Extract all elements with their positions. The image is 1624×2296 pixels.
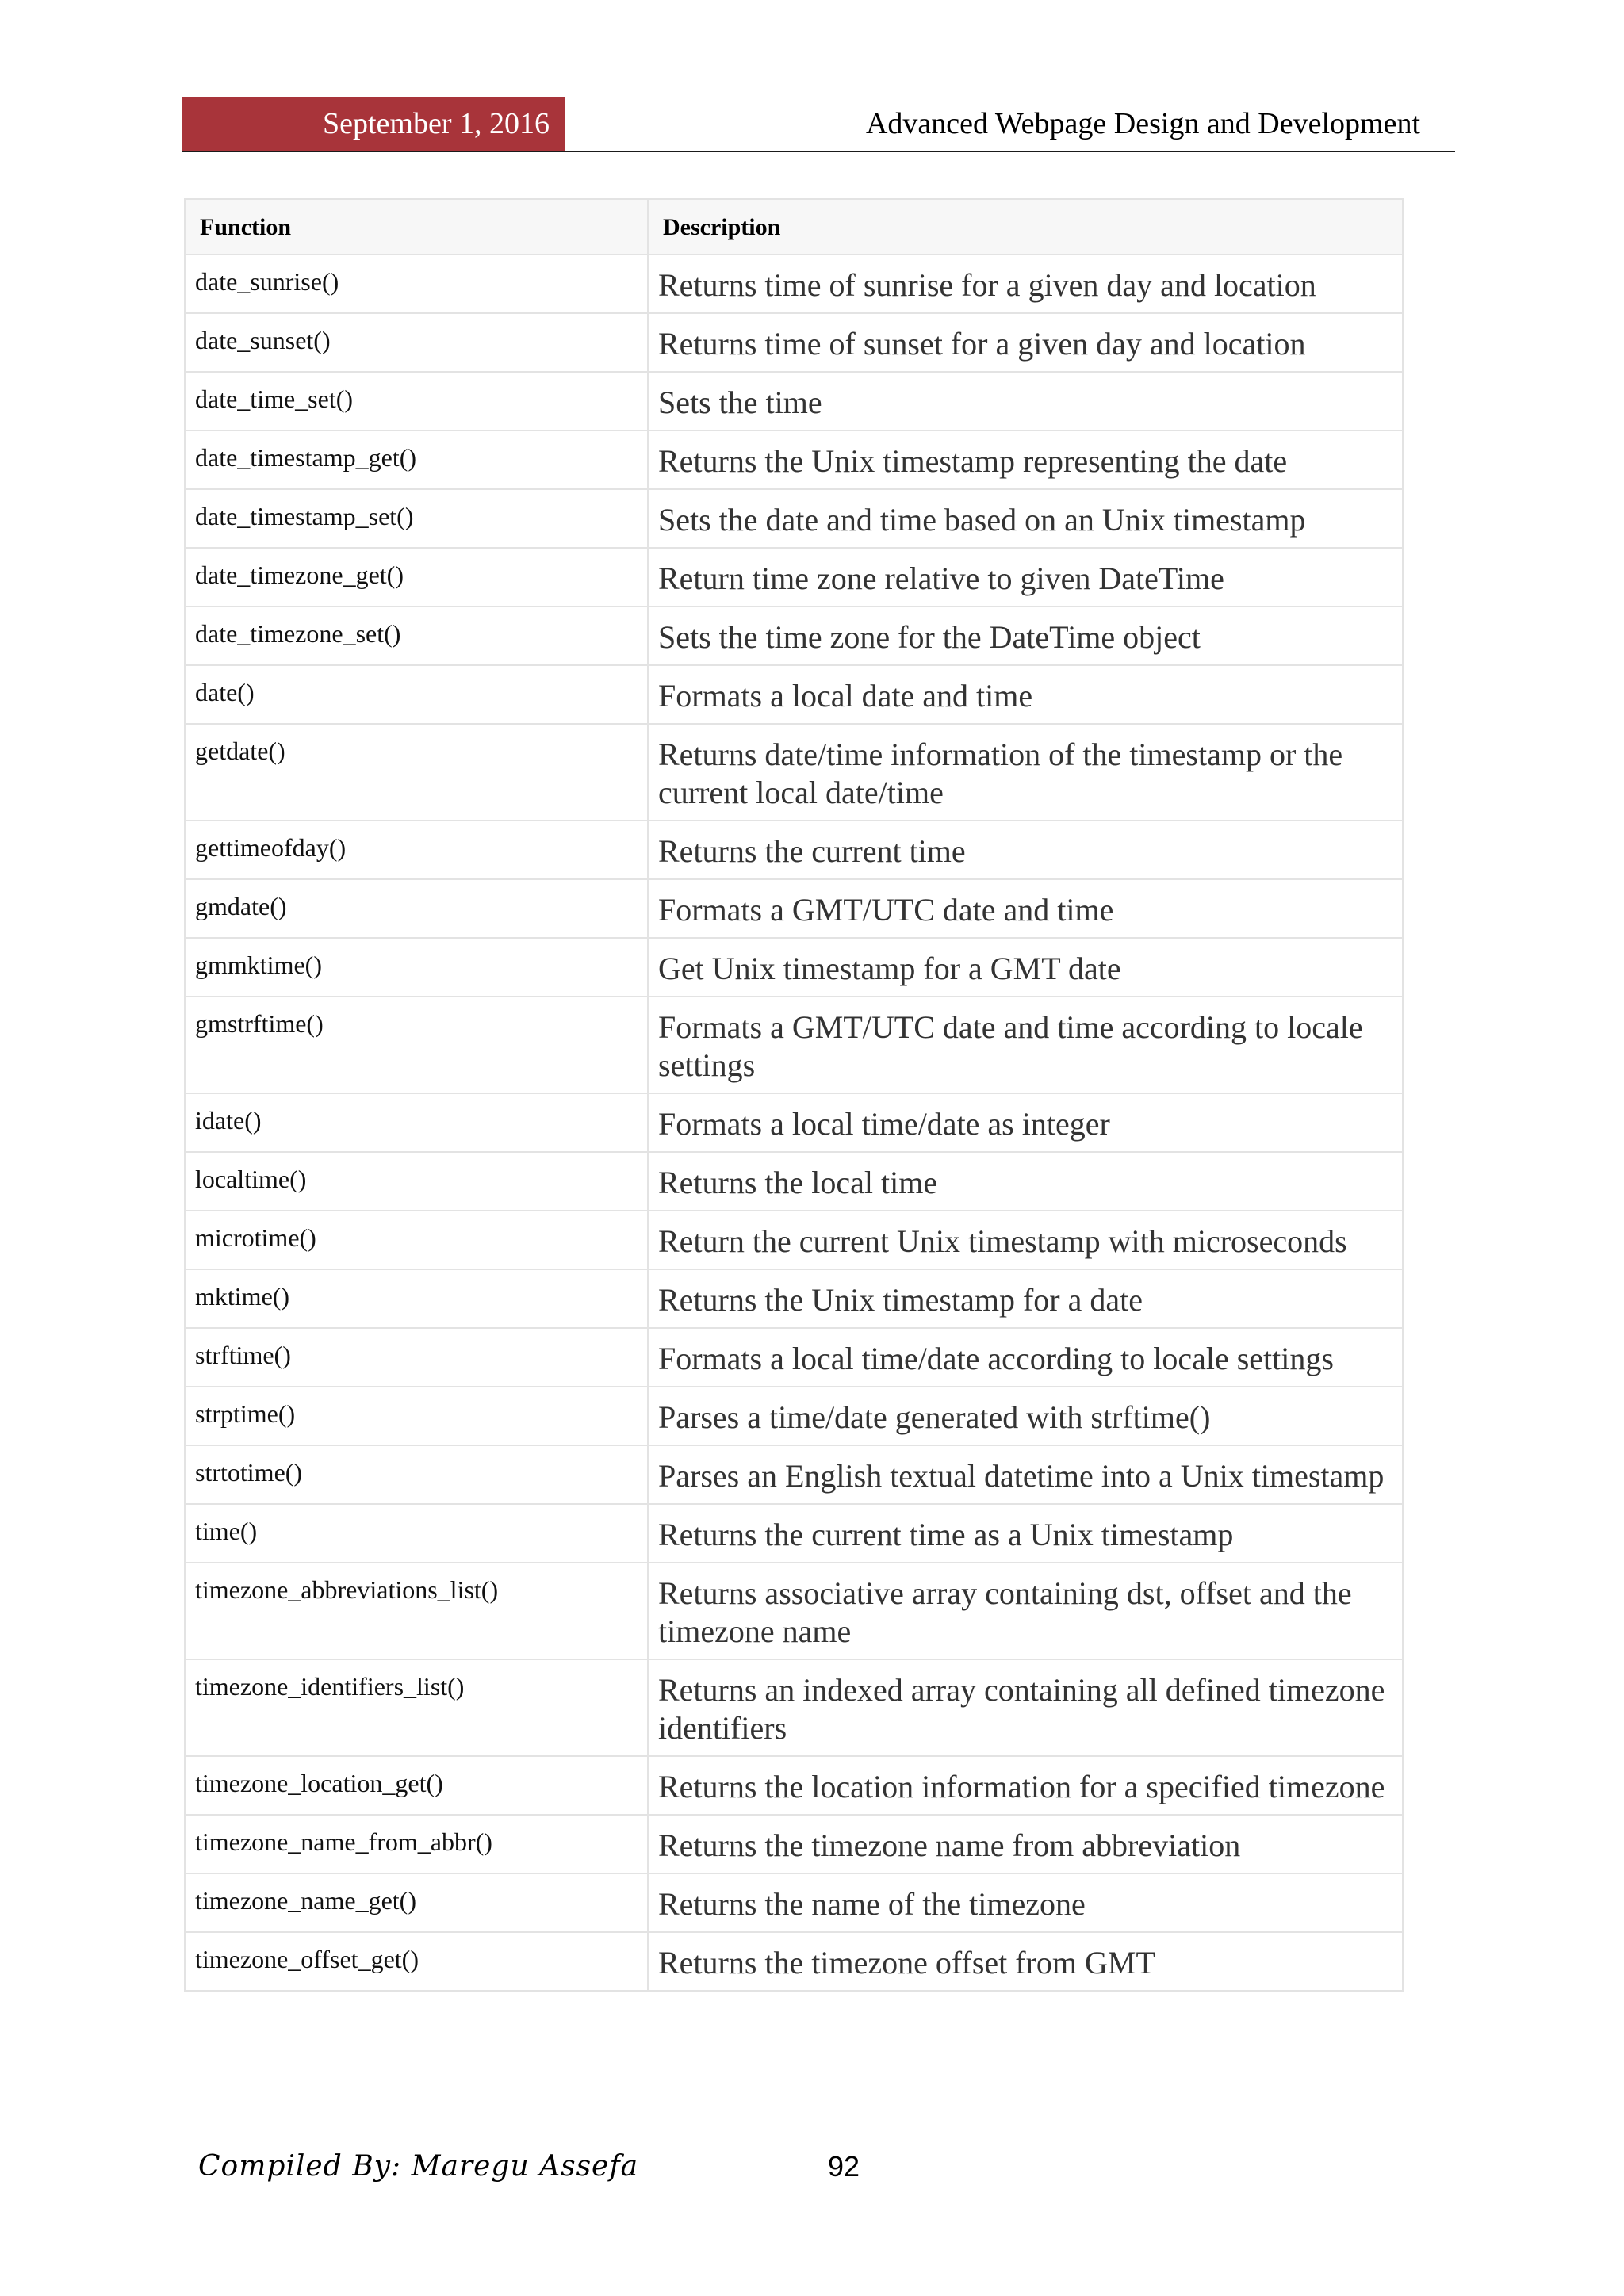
function-description-cell: Returns the local time xyxy=(648,1152,1403,1211)
function-name-cell: gettimeofday() xyxy=(185,821,648,879)
function-description-cell: Formats a local time/date according to locale settings xyxy=(648,1328,1403,1387)
page-header xyxy=(182,97,1455,152)
function-description-cell: Returns the Unix timestamp representing the date xyxy=(648,430,1403,489)
function-description-cell: Returns date/time information of the timestamp or the current local date/time xyxy=(648,724,1403,821)
function-description-cell: Formats a GMT/UTC date and time xyxy=(648,879,1403,938)
function-name-cell: timezone_abbreviations_list() xyxy=(185,1563,648,1659)
function-name-cell: time() xyxy=(185,1504,648,1563)
function-name-cell: timezone_name_from_abbr() xyxy=(185,1815,648,1873)
function-name-cell: gmdate() xyxy=(185,879,648,938)
function-description-cell: Returns the timezone offset from GMT xyxy=(648,1932,1403,1991)
table-row xyxy=(185,1873,1403,1932)
table-row xyxy=(185,1093,1403,1152)
function-description-cell: Formats a local time/date as integer xyxy=(648,1093,1403,1152)
table-row xyxy=(185,1387,1403,1445)
function-description-cell: Return the current Unix timestamp with microseconds xyxy=(648,1211,1403,1269)
function-description-cell: Returns time of sunset for a given day and location xyxy=(648,313,1403,372)
function-name-cell: date_timestamp_get() xyxy=(185,430,648,489)
table-row xyxy=(185,548,1403,607)
table-row xyxy=(185,724,1403,821)
function-description-cell: Return time zone relative to given DateTime xyxy=(648,548,1403,607)
column-header-function: Function xyxy=(185,199,648,254)
function-name-cell: timezone_name_get() xyxy=(185,1873,648,1932)
function-description-cell: Parses an English textual datetime into a Unix timestamp xyxy=(648,1445,1403,1504)
function-name-cell: idate() xyxy=(185,1093,648,1152)
function-description-cell: Formats a local date and time xyxy=(648,665,1403,724)
footer-credit: Compiled By: Maregu Assefa xyxy=(198,2150,639,2183)
function-table xyxy=(184,198,1404,1992)
table-row xyxy=(185,938,1403,997)
function-name-cell: timezone_location_get() xyxy=(185,1756,648,1815)
function-description-cell: Returns associative array containing dst, offset and the timezone name xyxy=(648,1563,1403,1659)
function-name-cell: strftime() xyxy=(185,1328,648,1387)
table-row xyxy=(185,1152,1403,1211)
table-row xyxy=(185,1932,1403,1991)
table-body xyxy=(185,254,1403,1991)
function-name-cell: date_timezone_set() xyxy=(185,607,648,665)
page-number: 92 xyxy=(828,2150,860,2183)
function-name-cell: timezone_identifiers_list() xyxy=(185,1659,648,1756)
function-description-cell: Returns the name of the timezone xyxy=(648,1873,1403,1932)
function-description-cell: Returns the current time as a Unix timestamp xyxy=(648,1504,1403,1563)
table-row xyxy=(185,489,1403,548)
function-name-cell: getdate() xyxy=(185,724,648,821)
function-description-cell: Parses a time/date generated with strftime() xyxy=(648,1387,1403,1445)
table-row xyxy=(185,254,1403,313)
table-row xyxy=(185,372,1403,430)
table-row xyxy=(185,1815,1403,1873)
function-name-cell: date_timestamp_set() xyxy=(185,489,648,548)
table-row xyxy=(185,1269,1403,1328)
header-title: Advanced Webpage Design and Development xyxy=(865,107,1420,140)
table-row xyxy=(185,1445,1403,1504)
function-name-cell: mktime() xyxy=(185,1269,648,1328)
function-description-cell: Returns an indexed array containing all defined timezone identifiers xyxy=(648,1659,1403,1756)
function-name-cell: date() xyxy=(185,665,648,724)
function-name-cell: gmmktime() xyxy=(185,938,648,997)
function-name-cell: timezone_offset_get() xyxy=(185,1932,648,1991)
function-name-cell: date_time_set() xyxy=(185,372,648,430)
function-name-cell: localtime() xyxy=(185,1152,648,1211)
header-date: September 1, 2016 xyxy=(182,97,565,151)
table-row xyxy=(185,607,1403,665)
function-name-cell: gmstrftime() xyxy=(185,997,648,1093)
function-description-cell: Sets the time zone for the DateTime object xyxy=(648,607,1403,665)
table-row xyxy=(185,821,1403,879)
table-row xyxy=(185,1504,1403,1563)
table-row xyxy=(185,665,1403,724)
function-name-cell: strptime() xyxy=(185,1387,648,1445)
table-row xyxy=(185,313,1403,372)
column-header-description: Description xyxy=(648,199,1403,254)
table-row xyxy=(185,430,1403,489)
table-header-row xyxy=(185,199,1403,254)
table-row xyxy=(185,1756,1403,1815)
table-row xyxy=(185,879,1403,938)
function-description-cell: Returns the location information for a specified timezone xyxy=(648,1756,1403,1815)
function-name-cell: date_timezone_get() xyxy=(185,548,648,607)
function-name-cell: strtotime() xyxy=(185,1445,648,1504)
function-description-cell: Returns time of sunrise for a given day and location xyxy=(648,254,1403,313)
header-rule xyxy=(182,151,1455,152)
table-row xyxy=(185,1211,1403,1269)
function-description-cell: Sets the time xyxy=(648,372,1403,430)
table-row xyxy=(185,1659,1403,1756)
table-row xyxy=(185,1328,1403,1387)
table-row xyxy=(185,997,1403,1093)
table-row xyxy=(185,1563,1403,1659)
function-description-cell: Get Unix timestamp for a GMT date xyxy=(648,938,1403,997)
function-description-cell: Returns the current time xyxy=(648,821,1403,879)
function-description-cell: Formats a GMT/UTC date and time according to locale settings xyxy=(648,997,1403,1093)
function-description-cell: Sets the date and time based on an Unix timestamp xyxy=(648,489,1403,548)
function-name-cell: microtime() xyxy=(185,1211,648,1269)
function-description-cell: Returns the Unix timestamp for a date xyxy=(648,1269,1403,1328)
function-name-cell: date_sunset() xyxy=(185,313,648,372)
function-description-cell: Returns the timezone name from abbreviation xyxy=(648,1815,1403,1873)
function-name-cell: date_sunrise() xyxy=(185,254,648,313)
